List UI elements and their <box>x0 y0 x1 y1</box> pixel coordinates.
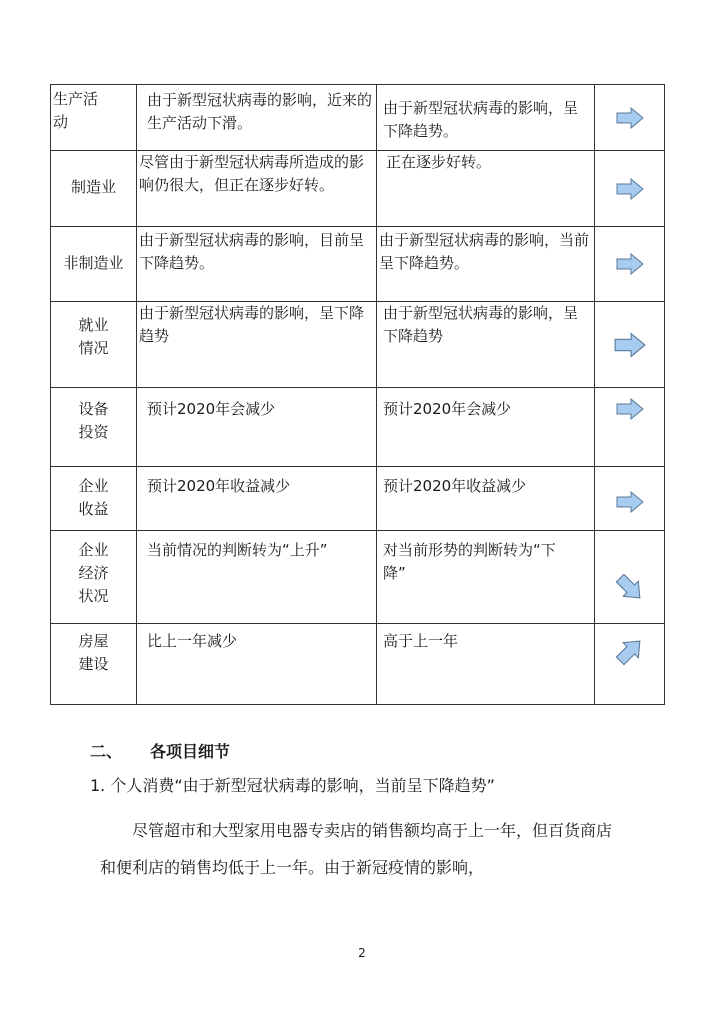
category-cell <box>51 151 137 227</box>
table-row <box>51 227 665 302</box>
category-cell <box>51 624 137 705</box>
trend-cell <box>595 467 665 531</box>
category-label: 就业情况 <box>78 316 109 357</box>
table-row <box>51 85 665 151</box>
page-number: 2 <box>358 946 366 960</box>
section-number: 二、 <box>90 742 123 761</box>
table-row <box>51 302 665 388</box>
up-right-arrow-icon <box>615 636 645 666</box>
current-assessment-cell <box>377 227 595 302</box>
right-arrow-icon <box>614 332 646 358</box>
category-label: 非制造业 <box>63 254 124 272</box>
current-assessment-cell <box>377 624 595 705</box>
previous-assessment-text: 由于新型冠状病毒的影响，目前呈下降趋势。 <box>139 231 365 272</box>
current-assessment-cell <box>377 531 595 624</box>
section-heading <box>90 739 230 762</box>
trend-cell <box>595 624 665 705</box>
previous-assessment-text: 比上一年减少 <box>147 632 238 650</box>
trend-cell <box>595 302 665 388</box>
table-row <box>51 531 665 624</box>
right-arrow-icon <box>616 491 644 513</box>
previous-assessment-text: 预计2020年收益减少 <box>147 477 291 495</box>
category-label: 生产活动 <box>53 90 99 131</box>
category-cell <box>51 467 137 531</box>
previous-assessment-cell <box>137 302 377 388</box>
trend-cell <box>595 85 665 151</box>
category-label: 制造业 <box>70 178 116 196</box>
current-assessment-text: 高于上一年 <box>383 632 459 650</box>
category-cell <box>51 227 137 302</box>
trend-cell <box>595 388 665 467</box>
current-assessment-text: 预计2020年收益减少 <box>383 477 527 495</box>
current-assessment-cell <box>377 85 595 151</box>
previous-assessment-text: 当前情况的判断转为“上升” <box>147 541 328 559</box>
current-assessment-cell <box>377 467 595 531</box>
previous-assessment-cell <box>137 85 377 151</box>
right-arrow-icon <box>616 178 644 200</box>
body-paragraph: 尽管超市和大型家用电器专卖店的销售额均高于上一年，但百货商店和便利店的销售均低于上一年。由于新冠疫情的影响， <box>100 821 613 877</box>
previous-assessment-cell <box>137 624 377 705</box>
previous-assessment-cell <box>137 151 377 227</box>
current-assessment-text: 由于新型冠状病毒的影响，呈下降趋势 <box>383 304 579 345</box>
category-cell <box>51 85 137 151</box>
previous-assessment-text: 尽管由于新型冠状病毒所造成的影响仍很大，但正在逐步好转。 <box>139 153 365 194</box>
trend-cell <box>595 531 665 624</box>
previous-assessment-text: 由于新型冠状病毒的影响，近来的生产活动下滑。 <box>147 91 373 132</box>
right-arrow-icon <box>616 107 644 129</box>
previous-assessment-cell <box>137 388 377 467</box>
current-assessment-cell <box>377 302 595 388</box>
current-assessment-text: 由于新型冠状病毒的影响，呈下降趋势。 <box>383 99 579 140</box>
previous-assessment-cell <box>137 531 377 624</box>
right-arrow-icon <box>616 398 644 420</box>
current-assessment-cell <box>377 388 595 467</box>
trend-cell <box>595 151 665 227</box>
previous-assessment-cell <box>137 467 377 531</box>
current-assessment-text: 由于新型冠状病毒的影响，当前呈下降趋势。 <box>379 231 590 272</box>
category-cell <box>51 531 137 624</box>
category-cell <box>51 302 137 388</box>
item-heading: 1. 个人消费“由于新型冠状病毒的影响，当前呈下降趋势” <box>90 776 495 795</box>
section-title: 各项目细节 <box>150 742 231 761</box>
current-assessment-text: 对当前形势的判断转为“下降” <box>383 541 556 582</box>
category-label: 企业经济状况 <box>78 541 109 605</box>
category-cell <box>51 388 137 467</box>
table-row <box>51 624 665 705</box>
table-row <box>51 151 665 227</box>
previous-assessment-text: 由于新型冠状病毒的影响，呈下降趋势 <box>139 304 365 345</box>
current-assessment-text: 预计2020年会减少 <box>383 400 512 418</box>
current-assessment-text: 正在逐步好转。 <box>386 153 492 171</box>
right-arrow-icon <box>616 253 644 275</box>
table-row <box>51 467 665 531</box>
trend-cell <box>595 227 665 302</box>
previous-assessment-cell <box>137 227 377 302</box>
category-label: 房屋建设 <box>78 632 109 673</box>
category-label: 企业收益 <box>78 477 109 518</box>
comparison-table <box>50 84 665 705</box>
previous-assessment-text: 预计2020年会减少 <box>147 400 276 418</box>
table-row <box>51 388 665 467</box>
down-right-arrow-icon <box>615 573 645 603</box>
current-assessment-cell <box>377 151 595 227</box>
category-label: 设备投资 <box>78 400 109 441</box>
